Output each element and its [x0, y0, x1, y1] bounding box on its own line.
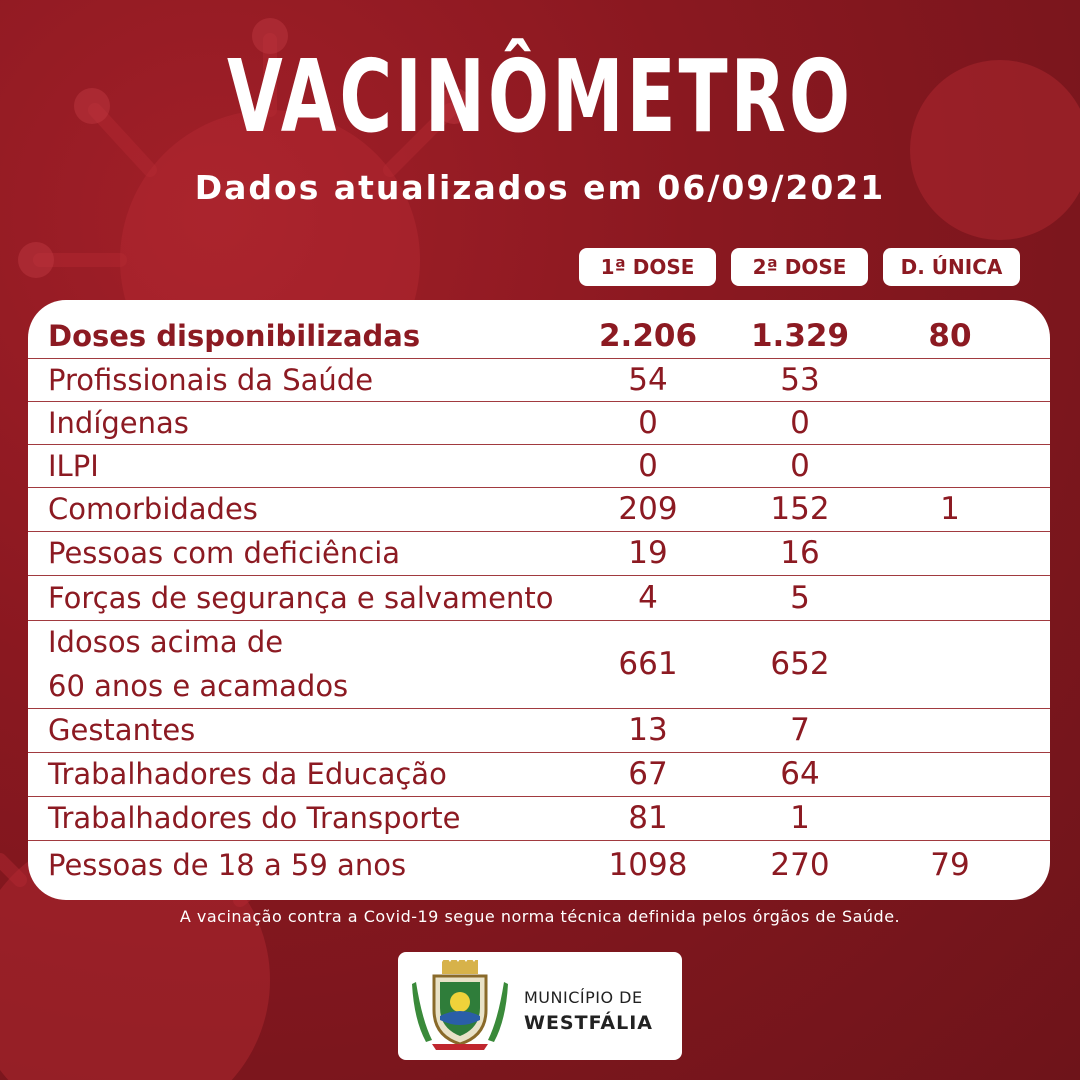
second-dose-value: 152 [770, 491, 830, 527]
first-dose-value: 1098 [608, 847, 688, 883]
logo-line1: MUNICÍPIO DE [524, 988, 643, 1007]
update-date-subtitle: Dados atualizados em 06/09/2021 [194, 168, 886, 207]
logo-line2: WESTFÁLIA [524, 1012, 653, 1034]
row-label: Trabalhadores do Transporte [48, 801, 461, 835]
single-dose-value [870, 401, 1030, 444]
column-header-single-dose: D. ÚNICA [883, 248, 1020, 286]
vaccination-table [28, 300, 1050, 900]
first-dose-value: 67 [628, 756, 668, 792]
second-dose-value: 652 [770, 646, 830, 682]
first-dose-value: 81 [628, 800, 668, 836]
single-dose-value [870, 796, 1030, 840]
second-dose-value: 270 [770, 847, 830, 883]
second-dose-value: 16 [780, 535, 820, 571]
second-dose-value: 7 [790, 712, 810, 748]
single-dose-value: 80 [928, 318, 972, 354]
table-row [28, 487, 1050, 532]
table-row [28, 575, 1050, 621]
second-dose-value: 5 [790, 579, 810, 616]
single-dose-value [870, 531, 1030, 575]
single-dose-value [870, 620, 1030, 708]
column-header-first-dose: 1ª DOSE [579, 248, 716, 286]
first-dose-value: 2.206 [598, 318, 698, 354]
municipality-logo-card [398, 952, 682, 1060]
first-dose-value: 54 [628, 361, 668, 398]
table-row [28, 752, 1050, 797]
table-row [28, 531, 1050, 576]
first-dose-value: 13 [628, 712, 668, 748]
table-row [28, 444, 1050, 488]
first-dose-value: 0 [638, 404, 658, 441]
first-dose-value: 4 [638, 579, 658, 616]
single-dose-value [870, 444, 1030, 487]
single-dose-value: 1 [940, 491, 960, 527]
single-dose-value [870, 575, 1030, 620]
table-row [28, 796, 1050, 841]
single-dose-value [870, 708, 1030, 752]
row-label: Idosos acima de 60 anos e acamados [48, 625, 349, 703]
table-row [28, 358, 1050, 402]
table-row [28, 620, 1050, 709]
single-dose-value: 79 [930, 847, 970, 883]
second-dose-value: 0 [790, 447, 810, 484]
row-label: Forças de segurança e salvamento [48, 580, 554, 615]
row-label: Profissionais da Saúde [48, 362, 374, 397]
table-row [28, 708, 1050, 753]
table-row [28, 314, 1050, 359]
first-dose-value: 0 [638, 447, 658, 484]
first-dose-value: 19 [628, 535, 668, 571]
row-label: Indígenas [48, 405, 189, 440]
row-label: Gestantes [48, 713, 196, 747]
row-label: Doses disponibilizadas [48, 319, 421, 353]
second-dose-value: 1.329 [750, 318, 850, 354]
page-title: VACINÔMETRO [227, 38, 853, 155]
table-row [28, 840, 1050, 890]
single-dose-value [870, 752, 1030, 796]
first-dose-value: 209 [618, 491, 678, 527]
column-header-second-dose: 2ª DOSE [731, 248, 868, 286]
table-row [28, 401, 1050, 445]
first-dose-value: 661 [618, 646, 678, 682]
row-label: Comorbidades [48, 492, 258, 526]
row-label: Pessoas com deficiência [48, 536, 401, 570]
second-dose-value: 0 [790, 404, 810, 441]
row-label: ILPI [48, 448, 99, 483]
municipal-crest-icon [412, 960, 508, 1052]
footer-note: A vacinação contra a Covid-19 segue norma técnica definida pelos órgãos de Saúde. [179, 907, 901, 926]
row-label: Pessoas de 18 a 59 anos [48, 848, 407, 882]
second-dose-value: 1 [790, 800, 810, 836]
second-dose-value: 64 [780, 756, 820, 792]
single-dose-value [870, 358, 1030, 401]
row-label: Trabalhadores da Educação [48, 757, 447, 791]
second-dose-value: 53 [780, 361, 820, 398]
